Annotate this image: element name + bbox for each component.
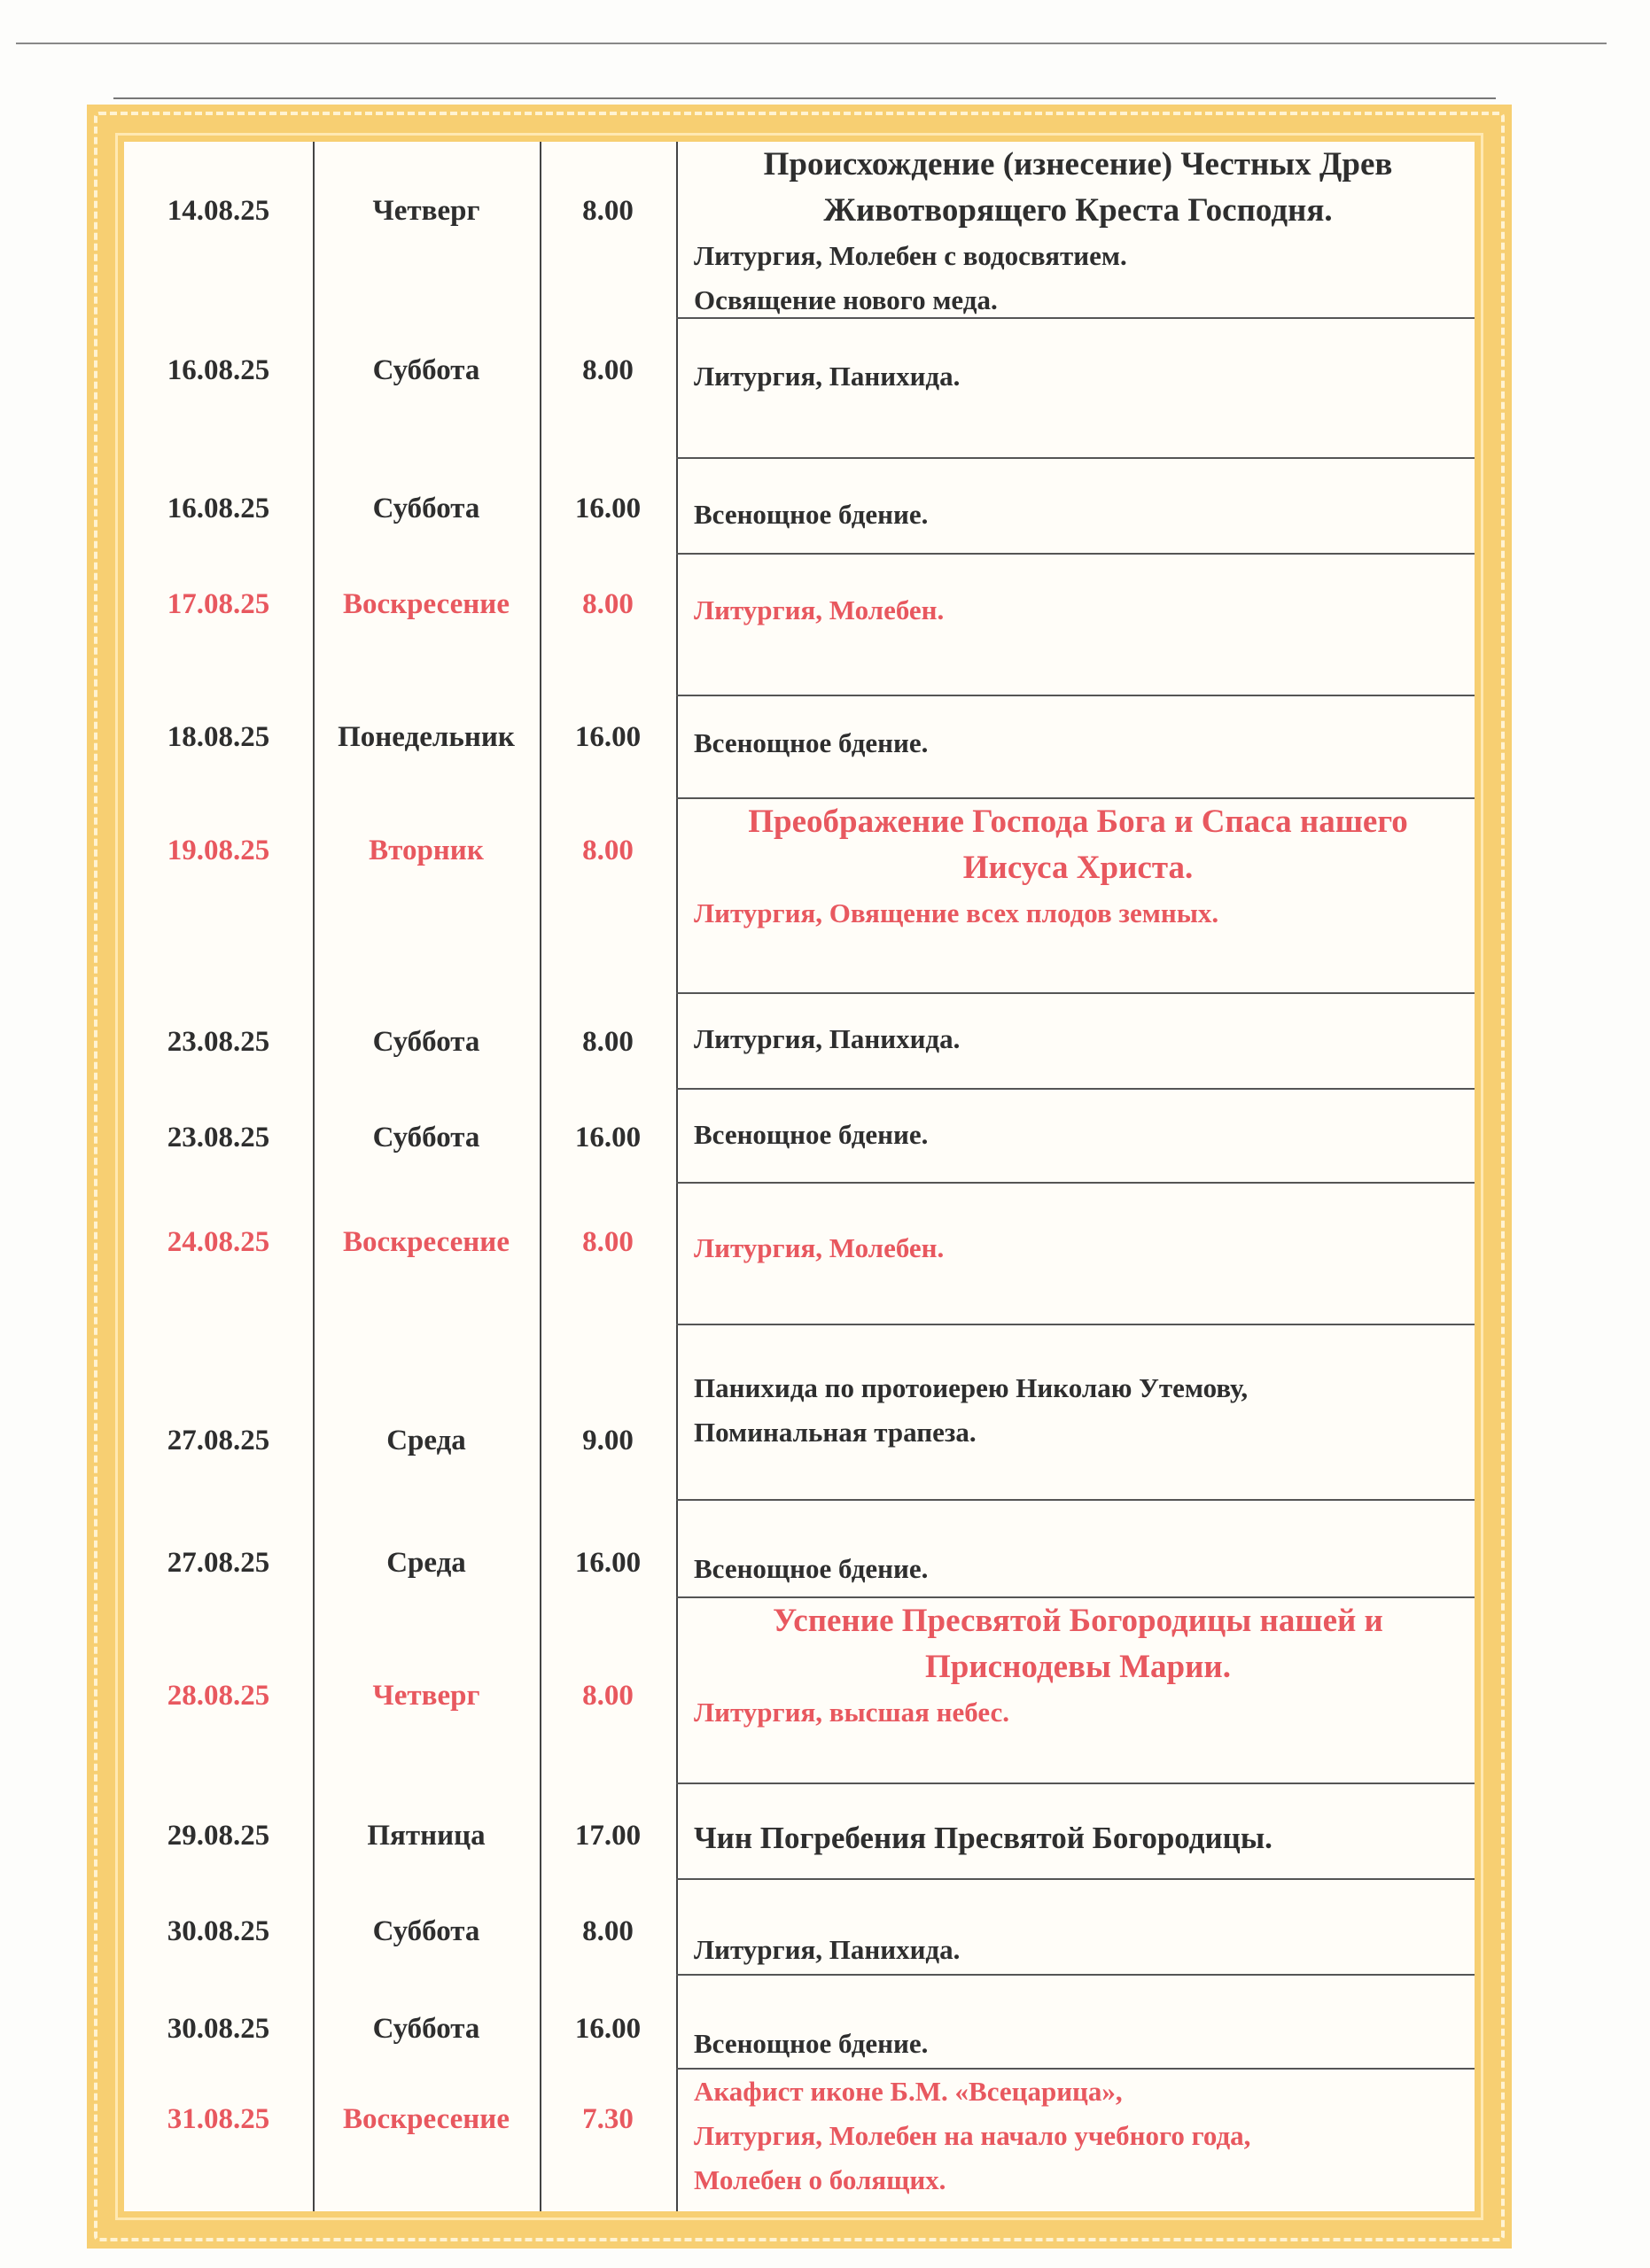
- row-day: Четверг: [372, 1680, 480, 1712]
- row-divider: [676, 695, 1475, 696]
- service-line: Литургия, Молебен с водосвятием.: [694, 240, 1127, 271]
- service-line: Чин Погребения Пресвятой Богородицы.: [694, 1821, 1273, 1855]
- row-time: 8.00: [582, 1915, 634, 1947]
- row-divider: [676, 2068, 1475, 2070]
- service-description: [694, 799, 1462, 936]
- schedule-row: [124, 1784, 1475, 1880]
- row-date: 16.08.25: [167, 493, 270, 524]
- service-description: [694, 1113, 1462, 1157]
- row-divider: [676, 1088, 1475, 1090]
- row-date: 19.08.25: [167, 835, 270, 866]
- service-line: Молебен о болящих.: [694, 2164, 946, 2195]
- service-line: Литургия, Молебен.: [694, 594, 945, 625]
- row-date: 14.08.25: [167, 195, 270, 227]
- service-description: [694, 721, 1462, 765]
- row-time: 7.30: [582, 2103, 634, 2135]
- schedule-row: [124, 799, 1475, 994]
- service-description: [694, 1017, 1462, 1061]
- row-date: 18.08.25: [167, 721, 270, 753]
- service-line: Литургия, Панихида.: [694, 1023, 961, 1054]
- row-divider: [676, 1499, 1475, 1501]
- row-divider: [676, 553, 1475, 555]
- row-date: 30.08.25: [167, 2013, 270, 2045]
- row-divider: [676, 1974, 1475, 1976]
- row-date: 16.08.25: [167, 354, 270, 386]
- feast-title-line: Происхождение (изнесение) Честных Древ: [763, 146, 1393, 183]
- service-line: Акафист иконе Б.М. «Всецарица»,: [694, 2076, 1123, 2107]
- service-description: [694, 493, 1462, 537]
- schedule-row: [124, 319, 1475, 459]
- schedule-row: [124, 2070, 1475, 2211]
- row-time: 8.00: [582, 1680, 634, 1712]
- row-date: 31.08.25: [167, 2103, 270, 2135]
- row-divider: [676, 992, 1475, 994]
- schedule-row: [124, 459, 1475, 555]
- service-line: Всенощное бдение.: [694, 727, 929, 758]
- schedule-table: [124, 142, 1475, 2211]
- row-date: 23.08.25: [167, 1122, 270, 1153]
- column-divider-date: [313, 142, 315, 2211]
- service-description: [694, 1547, 1462, 1591]
- row-divider: [676, 1324, 1475, 1325]
- row-time: 8.00: [582, 835, 634, 866]
- row-time: 16.00: [574, 721, 642, 753]
- service-line: Поминальная трапеза.: [694, 1417, 977, 1448]
- row-date: 29.08.25: [167, 1820, 270, 1852]
- row-time: 8.00: [582, 1026, 634, 1058]
- row-divider: [676, 1596, 1475, 1598]
- service-line: Освящение нового меда.: [694, 284, 998, 315]
- row-day: Воскресение: [343, 1226, 510, 1258]
- row-time: 9.00: [582, 1425, 634, 1456]
- ornamental-frame: [87, 105, 1512, 2249]
- service-description: [694, 354, 1462, 399]
- row-date: 24.08.25: [167, 1226, 270, 1258]
- row-date: 28.08.25: [167, 1680, 270, 1712]
- schedule-row: [124, 555, 1475, 696]
- row-time: 8.00: [582, 1226, 634, 1258]
- feast-title-line: Приснодевы Марии.: [925, 1649, 1231, 1685]
- row-day: Суббота: [372, 493, 480, 524]
- service-line: Литургия, Овящение всех плодов земных.: [694, 897, 1219, 928]
- row-divider: [676, 797, 1475, 799]
- schedule-row: [124, 1598, 1475, 1784]
- schedule-row: [124, 1325, 1475, 1501]
- row-time: 16.00: [574, 2013, 642, 2045]
- row-date: 17.08.25: [167, 588, 270, 620]
- service-line: Литургия, Молебен.: [694, 1232, 945, 1263]
- row-day: Воскресение: [343, 588, 510, 620]
- row-day: Среда: [386, 1547, 466, 1579]
- schedule-row: [124, 1090, 1475, 1184]
- row-date: 27.08.25: [167, 1547, 270, 1579]
- schedule-row: [124, 1184, 1475, 1325]
- service-description: [694, 1816, 1462, 1860]
- scan-top-rule: [16, 43, 1607, 44]
- service-line: Всенощное бдение.: [694, 1553, 929, 1584]
- service-description: [694, 1366, 1462, 1455]
- service-description: [694, 142, 1462, 322]
- row-day: Воскресение: [343, 2103, 510, 2135]
- schedule-row: [124, 1501, 1475, 1598]
- row-divider: [676, 1783, 1475, 1784]
- row-time: 17.00: [574, 1820, 642, 1852]
- service-line: Литургия, высшая небес.: [694, 1697, 1009, 1728]
- row-day: Суббота: [372, 2013, 480, 2045]
- row-divider: [676, 1878, 1475, 1880]
- service-description: [694, 2070, 1462, 2202]
- row-date: 30.08.25: [167, 1915, 270, 1947]
- column-divider-day: [540, 142, 541, 2211]
- service-description: [694, 2022, 1462, 2066]
- schedule-row: [124, 1880, 1475, 1976]
- service-description: [694, 588, 1462, 633]
- service-line: Литургия, Панихида.: [694, 361, 961, 392]
- row-day: Понедельник: [338, 721, 515, 753]
- schedule-row: [124, 1976, 1475, 2070]
- row-day: Суббота: [372, 1122, 480, 1153]
- service-description: [694, 1226, 1462, 1270]
- row-divider: [676, 1182, 1475, 1184]
- feast-title-line: Преображение Господа Бога и Спаса нашего: [748, 804, 1408, 840]
- service-line: Литургия, Панихида.: [694, 1934, 961, 1965]
- service-line: Панихида по протоиерею Николаю Утемову,: [694, 1372, 1249, 1403]
- service-description: [694, 1928, 1462, 1972]
- row-time: 16.00: [574, 1122, 642, 1153]
- schedule-row: [124, 142, 1475, 319]
- row-day: Среда: [386, 1425, 466, 1456]
- row-day: Суббота: [372, 1026, 480, 1058]
- row-time: 16.00: [574, 1547, 642, 1579]
- feast-title-line: Иисуса Христа.: [962, 850, 1194, 886]
- row-day: Суббота: [372, 354, 480, 386]
- row-time: 8.00: [582, 195, 634, 227]
- row-time: 8.00: [582, 588, 634, 620]
- row-time: 8.00: [582, 354, 634, 386]
- column-divider-time: [676, 142, 678, 2211]
- row-day: Вторник: [369, 835, 484, 866]
- table-top-rule: [113, 97, 1496, 99]
- row-day: Пятница: [367, 1820, 486, 1852]
- row-date: 23.08.25: [167, 1026, 270, 1058]
- row-divider: [676, 317, 1475, 319]
- row-date: 27.08.25: [167, 1425, 270, 1456]
- service-line: Литургия, Молебен на начало учебного года,: [694, 2120, 1251, 2151]
- service-line: Всенощное бдение.: [694, 1119, 929, 1150]
- schedule-row: [124, 994, 1475, 1090]
- feast-title-line: Успение Пресвятой Богородицы нашей и: [773, 1603, 1383, 1639]
- service-description: [694, 1598, 1462, 1735]
- row-time: 16.00: [574, 493, 642, 524]
- service-line: Всенощное бдение.: [694, 2028, 929, 2059]
- schedule-row: [124, 696, 1475, 799]
- service-line: Всенощное бдение.: [694, 499, 929, 530]
- row-day: Суббота: [372, 1915, 480, 1947]
- feast-title-line: Животворящего Креста Господня.: [823, 192, 1333, 229]
- row-divider: [676, 457, 1475, 459]
- row-day: Четверг: [372, 195, 480, 227]
